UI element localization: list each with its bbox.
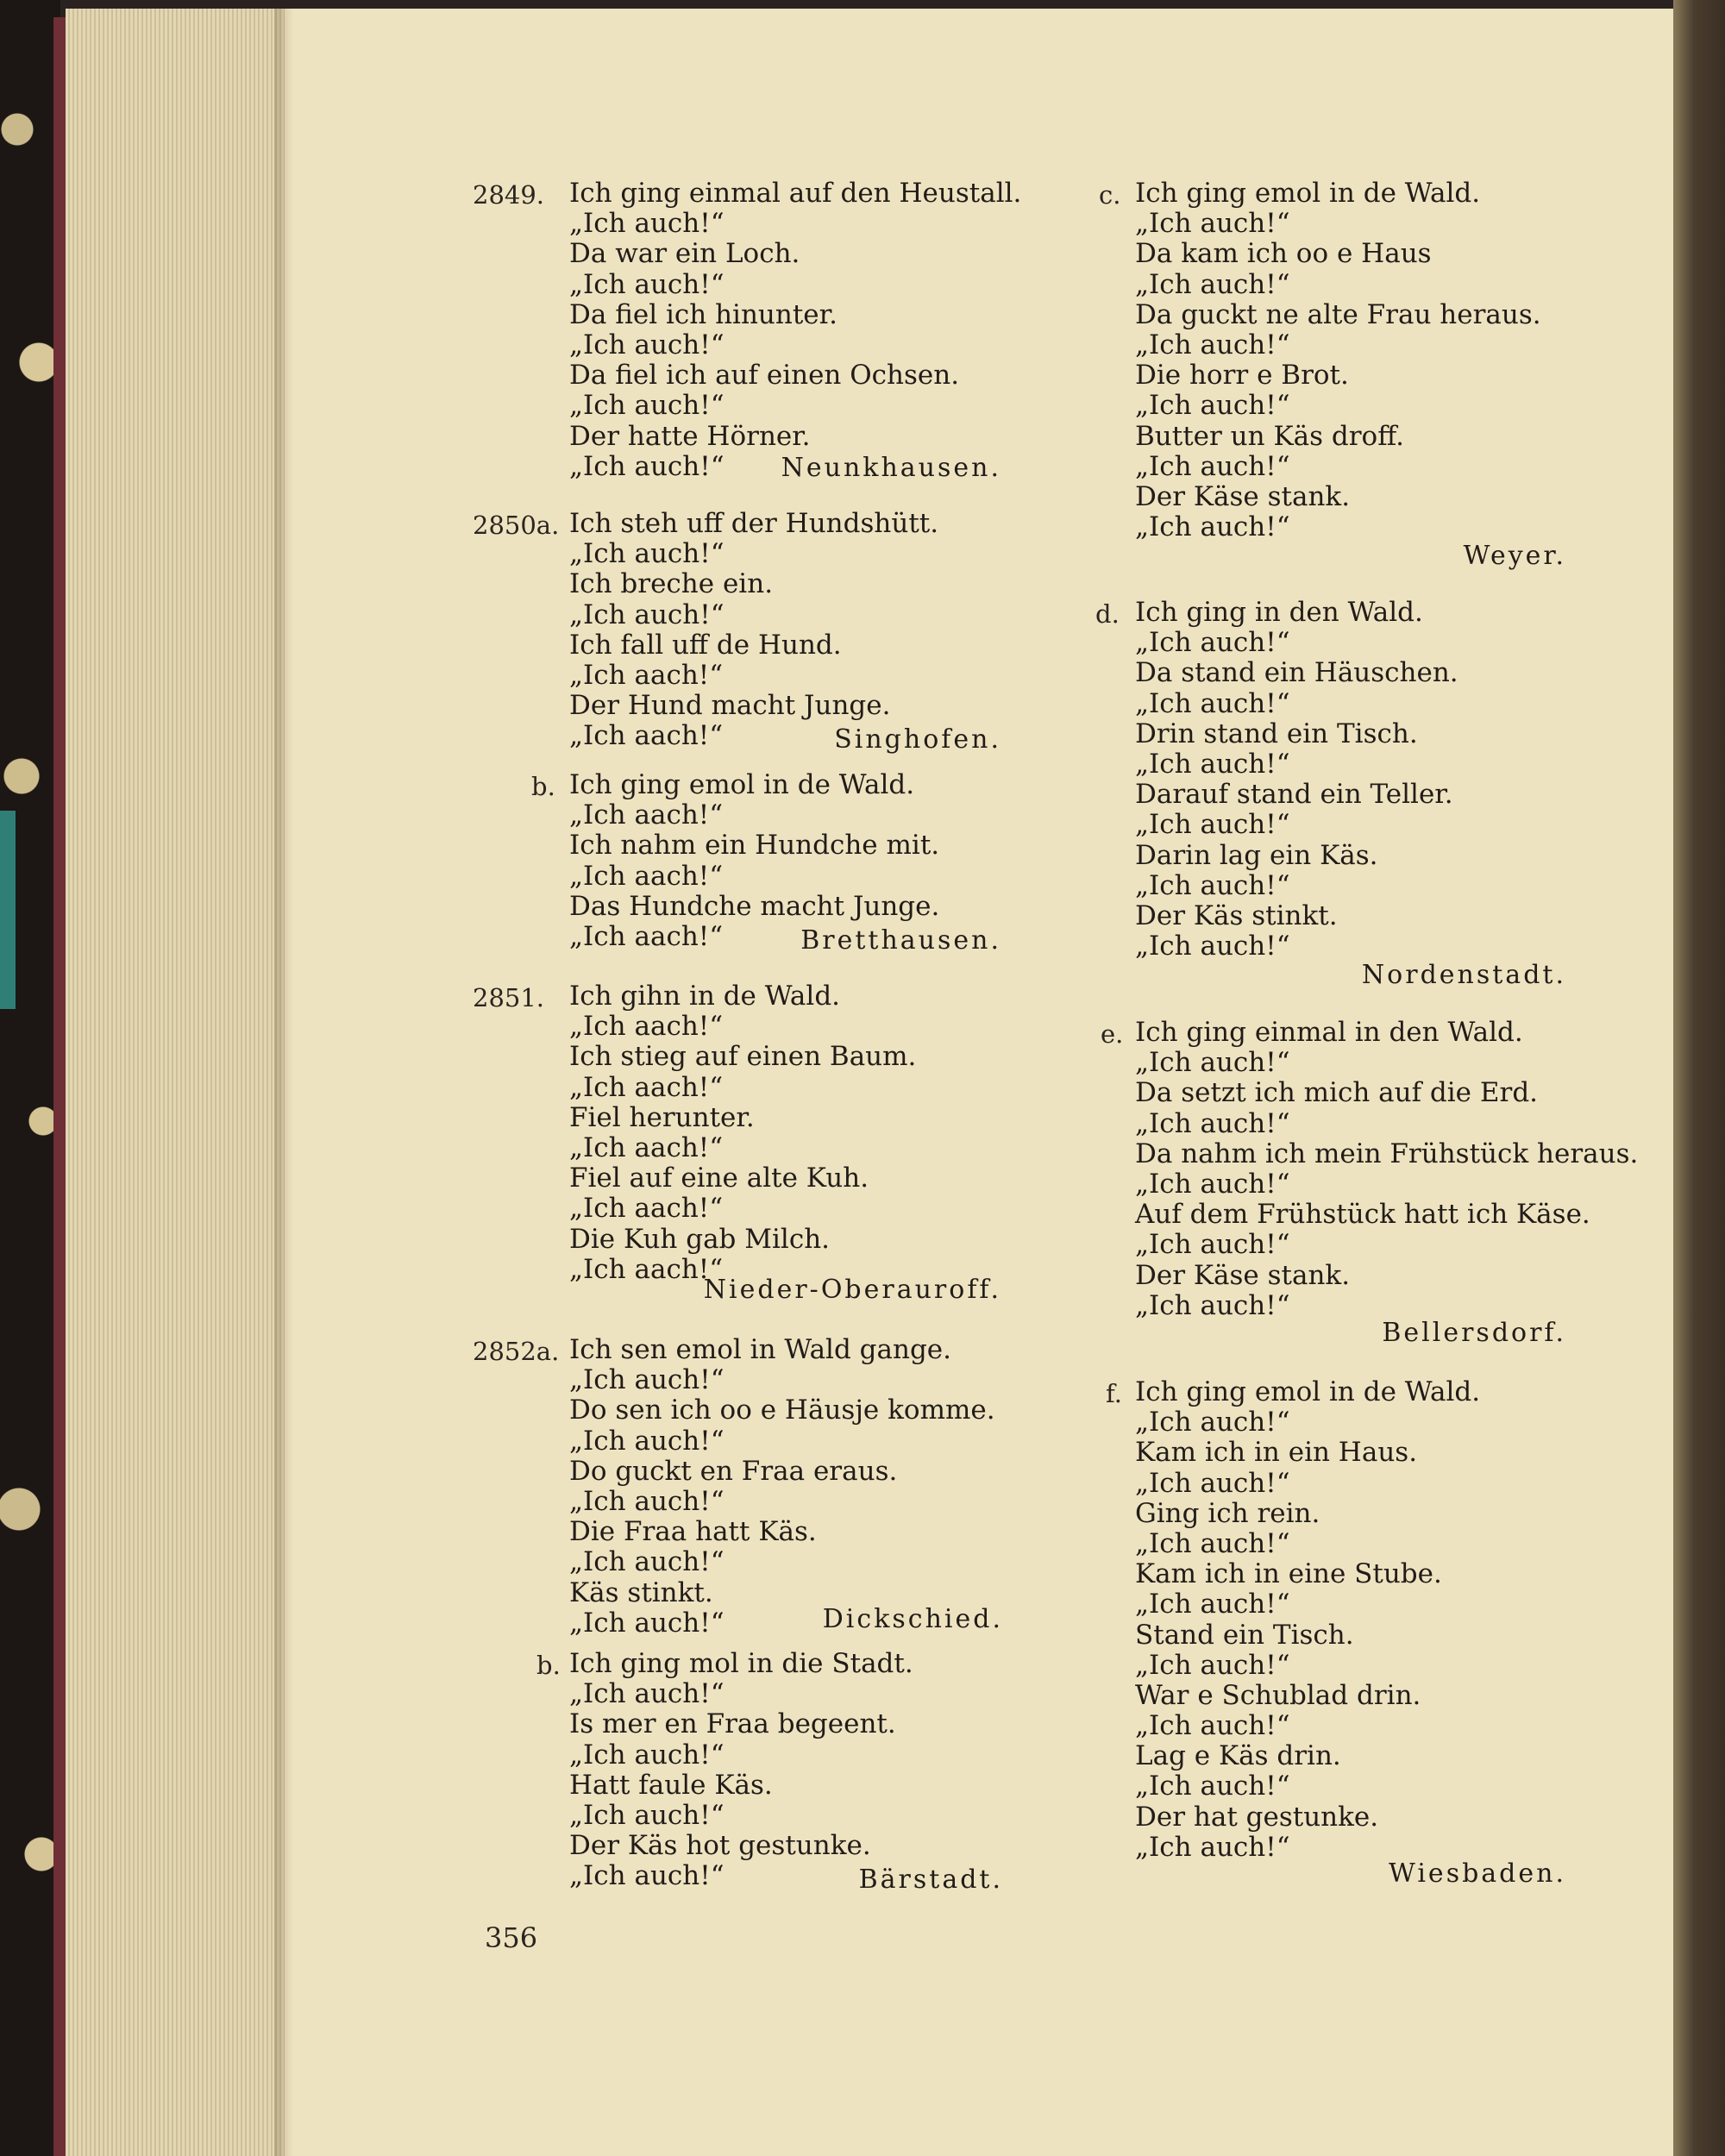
verse-line: Käs stinkt. (569, 1576, 713, 1608)
verse-line: Da fiel ich auf einen Ochsen. (569, 360, 960, 392)
place-name: Weyer. (1463, 541, 1566, 571)
verse-line: Die Fraa hatt Käs. (569, 1516, 817, 1548)
verse-line: „Ich auch!“ (1135, 1229, 1290, 1261)
verse-line: Drin stand ein Tisch. (1135, 718, 1418, 749)
verse-line: Ich breche ein. (569, 568, 774, 600)
verse-line: „Ich auch!“ (569, 1739, 724, 1771)
verse-line: „Ich auch!“ (1135, 268, 1290, 300)
verse-line: „Ich auch!“ (569, 268, 724, 300)
verse-line: Ich nahm ein Hundche mit. (569, 830, 940, 862)
verse-line: Das Hundche macht Junge. (569, 890, 940, 922)
entry-sub-label: f. (1106, 1379, 1122, 1408)
verse-line: „Ich auch!“ (1135, 1527, 1290, 1559)
verse-line: „Ich auch!“ (1135, 748, 1290, 780)
verse-line: Ich sen emol in Wald gange. (569, 1334, 952, 1365)
verse-line: „Ich aach!“ (569, 659, 724, 691)
facing-page-edge (1673, 0, 1725, 2156)
verse-line: Da guckt ne alte Frau heraus. (1135, 298, 1541, 330)
verse-line: „Ich auch!“ (1135, 1710, 1290, 1742)
verse-line: Der Käse stank. (1135, 1259, 1351, 1291)
verse-line: „Ich auch!“ (1135, 1289, 1290, 1321)
verse-line: „Ich auch!“ (569, 1425, 724, 1457)
verse-line: „Ich auch!“ (569, 329, 724, 360)
entry-number: 2851. (473, 983, 545, 1012)
verse-line: Lag e Käs drin. (1135, 1740, 1341, 1772)
verse-line: „Ich auch!“ (1135, 627, 1290, 659)
verse-line: Da nahm ich mein Frühstück heraus. (1135, 1138, 1639, 1169)
verse-line: Ich stieg auf einen Baum. (569, 1041, 917, 1073)
verse-line: Stand ein Tisch. (1135, 1619, 1354, 1651)
verse-line: Der hat gestunke. (1135, 1801, 1379, 1833)
verse-line: „Ich aach!“ (569, 1071, 724, 1103)
verse-line: „Ich auch!“ (1135, 1467, 1290, 1499)
verse-line: „Ich auch!“ (569, 390, 724, 422)
verse-line: „Ich aach!“ (569, 1193, 724, 1225)
verse-line: Da setzt ich mich auf die Erd. (1135, 1077, 1539, 1109)
verse-line: Ich ging in den Wald. (1135, 597, 1423, 628)
verse-line: „Ich auch!“ (1135, 329, 1290, 360)
verse-line: „Ich auch!“ (569, 1799, 724, 1831)
verse-line: „Ich auch!“ (1135, 1107, 1290, 1139)
verse-line: „Ich auch!“ (1135, 1771, 1290, 1802)
verse-line: Fiel auf eine alte Kuh. (569, 1163, 869, 1194)
verse-line: War e Schublad drin. (1135, 1679, 1421, 1711)
verse-line: Kam ich in eine Stube. (1135, 1558, 1442, 1590)
verse-line: „Ich auch!“ (1135, 1407, 1290, 1438)
verse-line: „Ich auch!“ (1135, 1649, 1290, 1681)
verse-line: „Ich auch!“ (569, 1678, 724, 1710)
verse-line: Auf dem Frühstück hatt ich Käse. (1135, 1199, 1590, 1231)
verse-line: „Ich aach!“ (569, 1253, 724, 1285)
verse-line: Do sen ich oo e Häusje komme. (569, 1395, 995, 1426)
verse-line: Der Käs hot gestunke. (569, 1830, 871, 1862)
verse-line: „Ich auch!“ (569, 1607, 724, 1639)
verse-line: „Ich auch!“ (1135, 390, 1290, 422)
entry-sub-label: d. (1095, 599, 1120, 629)
verse-line: „Ich auch!“ (569, 1485, 724, 1517)
verse-line: „Ich aach!“ (569, 920, 724, 952)
entry-number: 2849. (473, 180, 545, 210)
book-cover-marbled (0, 0, 60, 2156)
verse-line: Da kam ich oo e Haus (1135, 238, 1432, 270)
verse-line: Ich ging einmal auf den Heustall. (569, 178, 1022, 209)
verse-line: Do guckt en Fraa eraus. (569, 1455, 898, 1487)
verse-line: „Ich auch!“ (569, 208, 724, 240)
verse-line: „Ich auch!“ (569, 1860, 724, 1892)
verse-line: „Ich auch!“ (1135, 1589, 1290, 1620)
verse-line: Ich ging emol in de Wald. (569, 769, 915, 800)
verse-line: „Ich aach!“ (569, 799, 724, 831)
verse-line: „Ich auch!“ (569, 450, 724, 482)
verse-line: „Ich auch!“ (569, 599, 724, 630)
verse-line: Is mer en Fraa begeent. (569, 1708, 896, 1740)
verse-line: Die Kuh gab Milch. (569, 1223, 831, 1255)
verse-line: Der Käse stank. (1135, 480, 1351, 512)
verse-line: „Ich auch!“ (1135, 511, 1290, 543)
verse-line: Der hatte Hörner. (569, 420, 811, 452)
place-name: Neunkhausen. (781, 453, 1001, 483)
verse-line: Darin lag ein Käs. (1135, 839, 1378, 871)
entry-number: 2852a. (473, 1337, 560, 1366)
place-name: Singhofen. (834, 724, 1001, 755)
verse-line: „Ich auch!“ (1135, 687, 1290, 719)
verse-line: „Ich auch!“ (569, 538, 724, 570)
verse-line: Fiel herunter. (569, 1101, 755, 1133)
verse-line: Der Käs stinkt. (1135, 899, 1338, 931)
verse-line: „Ich auch!“ (569, 1364, 724, 1396)
verse-line: „Ich auch!“ (1135, 450, 1290, 482)
verse-line: Da war ein Loch. (569, 238, 800, 270)
verse-line: Die horr e Brot. (1135, 360, 1349, 392)
verse-line: Da fiel ich hinunter. (569, 298, 837, 330)
verse-line: „Ich auch!“ (1135, 1047, 1290, 1079)
verse-line: Ging ich rein. (1135, 1497, 1320, 1529)
verse-line: Ich gihn in de Wald. (569, 981, 841, 1012)
verse-line: „Ich aach!“ (569, 720, 724, 752)
verse-line: „Ich aach!“ (569, 1011, 724, 1043)
verse-line: „Ich aach!“ (569, 860, 724, 892)
verse-line: „Ich auch!“ (1135, 869, 1290, 901)
verse-line: Hatt faule Käs. (569, 1769, 773, 1801)
book-spine (53, 17, 66, 2156)
verse-line: Ich fall uff de Hund. (569, 629, 842, 661)
verse-line: Der Hund macht Junge. (569, 690, 891, 722)
verse-line: „Ich aach!“ (569, 1131, 724, 1163)
verse-line: Ich ging emol in de Wald. (1135, 178, 1481, 209)
place-name: Nordenstadt. (1361, 960, 1566, 990)
entry-sub-label: c. (1099, 180, 1121, 210)
entry-sub-label: e. (1101, 1019, 1124, 1049)
entry-number: 2850a. (473, 511, 560, 540)
place-name: Bellersdorf. (1382, 1318, 1566, 1348)
place-name: Nieder-Oberauroff. (703, 1275, 1001, 1305)
verse-line: „Ich auch!“ (1135, 1168, 1290, 1200)
verse-line: Butter un Käs droff. (1135, 420, 1404, 452)
verse-line: Darauf stand ein Teller. (1135, 779, 1453, 811)
page-gutter-shadow (274, 9, 293, 2156)
page-number: 356 (485, 1921, 538, 1954)
verse-line: „Ich auch!“ (1135, 208, 1290, 240)
verse-line: „Ich auch!“ (1135, 1831, 1290, 1863)
verse-line: Kam ich in ein Haus. (1135, 1437, 1418, 1469)
place-name: Bärstadt. (858, 1865, 1003, 1895)
verse-line: „Ich auch!“ (1135, 931, 1290, 962)
verse-line: „Ich auch!“ (1135, 809, 1290, 841)
verse-line: Ich ging emol in de Wald. (1135, 1376, 1481, 1407)
place-name: Bretthausen. (800, 925, 1001, 956)
verse-line: Ich ging mol in die Stadt. (569, 1648, 913, 1679)
page-edges (66, 9, 285, 2156)
verse-line: Ich steh uff der Hundshütt. (569, 508, 939, 539)
entry-sub-label: b. (536, 1651, 561, 1680)
place-name: Wiesbaden. (1389, 1858, 1566, 1889)
place-name: Dickschied. (822, 1604, 1003, 1634)
verse-line: „Ich auch!“ (569, 1546, 724, 1578)
verse-line: Ich ging einmal in den Wald. (1135, 1017, 1523, 1048)
entry-sub-label: b. (531, 772, 555, 801)
verse-line: Da stand ein Häuschen. (1135, 657, 1458, 689)
bookmark-tab (0, 811, 16, 1009)
